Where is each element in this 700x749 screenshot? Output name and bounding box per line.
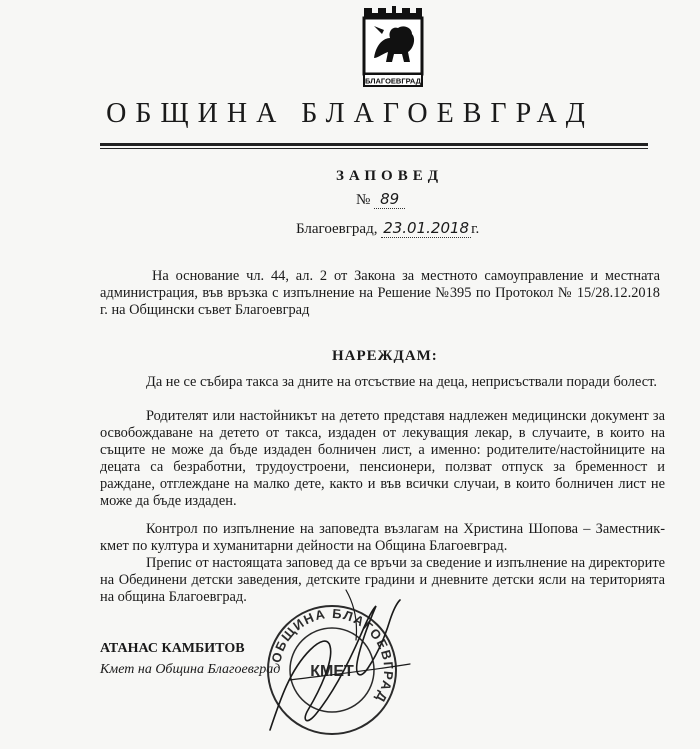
order-date-suffix: г. [471,221,480,237]
order-paragraph-1: Да не се събира такса за дните на отсъствие на деца, неприсъствали поради болест. [146,374,657,390]
order-date-line [296,219,479,238]
order-date: 23.01.2018 [383,219,470,237]
order-paragraph-2: Родителят или настойникът на детето представя надлежен медицински документ за освобождаване на детето от такса, издаден от лекуващия лекар, в случаите, в които на същите не може да бъде издаден болничен лист, а именно: родителите/настойниците на децата са безработни, трудоустроени, пенсионери, ползват отпуск за бременност и раждане, отглеждане на малко дете, както и във всички случаи, в които болничен лист не може да бъде издаден. [100,408,665,509]
order-paragraph-3: Контрол по изпълнение на заповедта възлагам на Христина Шопова – Заместник-кмет по култура и хуманитарни дейности на Община Благоевград. [100,521,665,554]
svg-text:БЛАГОЕВГРАД: БЛАГОЕВГРАД [365,76,421,86]
svg-text:КМЕТ: КМЕТ [310,663,354,680]
order-title: ЗАПОВЕД [336,168,444,184]
order-number-line [356,190,405,209]
organization-title: ОБЩИНА БЛАГОЕВГРАД [106,98,594,129]
order-number-prefix: № [356,192,371,208]
handwritten-signature-icon [250,580,420,745]
header-divider [100,143,648,146]
signer-title: Кмет на Община Благоевград [100,662,281,677]
order-place: Благоевград, [296,221,378,237]
signer-name: АТАНАС КАМБИТОВ [100,641,245,656]
svg-text:ОБЩИНА БЛАГОЕВГРАД: ОБЩИНА БЛАГОЕВГРАД [268,605,397,706]
order-heading: НАРЕЖДАМ: [332,348,438,364]
legal-basis-paragraph: На основание чл. 44, ал. 2 от Закона за местното самоуправление и местната администрация, във връзка с изпълнение на Решение №395 по Протокол № 15/28.12.2018 г. на Общински съвет Благоевград [100,268,660,318]
order-paragraph-4: Препис от настоящата заповед да се връчи за сведение и изпълнение на директорите на Обединени детски заведения, детските градини и дневните детски ясли на територията на община Благоевград. [100,555,665,605]
order-number: 89 [374,190,405,209]
header-divider-thin [100,148,648,149]
crest-emblem-icon [360,4,426,88]
